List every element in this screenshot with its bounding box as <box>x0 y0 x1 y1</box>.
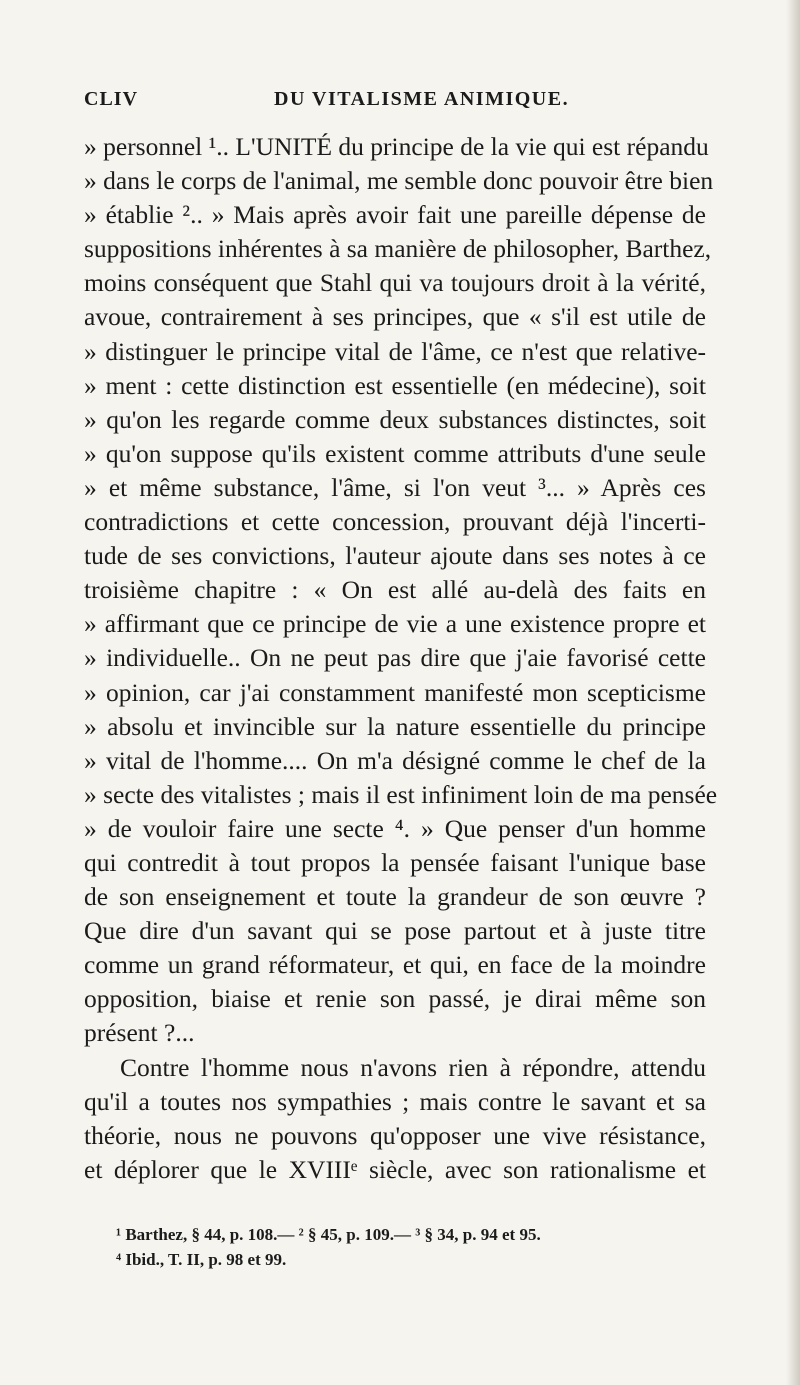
text-line: » opinion, car j'ai constamment manifesté mon scepticisme <box>84 677 706 707</box>
text-line: tude de ses convictions, l'auteur ajoute dans ses notes à ce <box>84 541 706 571</box>
text-line: qu'il a toutes nos sympathies ; mais contre le savant et sa <box>84 1086 706 1116</box>
text-line: théorie, nous ne pouvons qu'opposer une vive résistance, <box>84 1120 706 1150</box>
text-line: troisième chapitre : « On est allé au-delà des faits en <box>84 575 706 605</box>
text-line: » individuelle.. On ne peut pas dire que j'aie favorisé cette <box>84 643 706 673</box>
text-line: » de vouloir faire une secte ⁴. » Que penser d'un homme <box>84 813 706 843</box>
page-edge-shadow <box>786 0 800 1385</box>
footnotes <box>116 1222 696 1272</box>
footnote-line: ¹ Barthez, § 44, p. 108.— ² § 45, p. 109.— ³ § 34, p. 94 et 95. <box>116 1225 541 1244</box>
body-text <box>84 130 718 1187</box>
text-line: présent ?... <box>84 1018 195 1048</box>
page-number: CLIV <box>84 88 139 110</box>
running-head: DU VITALISME ANIMIQUE. <box>274 88 570 110</box>
text-line: et déplorer que le XVIIIᵉ siècle, avec son rationalisme et <box>84 1154 706 1184</box>
text-line: comme un grand réformateur, et qui, en face de la moindre <box>84 950 706 980</box>
text-line: » qu'on les regarde comme deux substances distinctes, soit <box>84 404 706 434</box>
text-line: » affirmant que ce principe de vie a une existence propre et <box>84 609 706 639</box>
text-line: Contre l'homme nous n'avons rien à répondre, attendu <box>120 1052 706 1082</box>
text-line: avoue, contrairement à ses principes, que « s'il est utile de <box>84 302 706 332</box>
text-line: » vital de l'homme.... On m'a désigné comme le chef de la <box>84 745 706 775</box>
text-line: de son enseignement et toute la grandeur de son œuvre ? <box>84 882 706 912</box>
text-line: » établie ².. » Mais après avoir fait une pareille dépense de <box>84 200 706 230</box>
text-line: » personnel ¹.. L'UNITÉ du principe de la vie qui est répandu <box>84 132 709 161</box>
text-line: » ment : cette distinction est essentielle (en médecine), soit <box>84 370 706 400</box>
footnote-line: ⁴ Ibid., T. II, p. 98 et 99. <box>116 1250 287 1269</box>
page-header <box>84 88 714 118</box>
text-line: » et même substance, l'âme, si l'on veut ³... » Après ces <box>84 472 706 502</box>
text-line: opposition, biaise et renie son passé, je dirai même son <box>84 984 706 1014</box>
text-line: Que dire d'un savant qui se pose partout et à juste titre <box>84 916 706 946</box>
text-line: suppositions inhérentes à sa manière de philosopher, Barthez, <box>84 234 712 264</box>
text-line: qui contredit à tout propos la pensée faisant l'unique base <box>84 847 706 877</box>
text-line: » distinguer le principe vital de l'âme, ce n'est que relative- <box>84 336 706 366</box>
text-line: moins conséquent que Stahl qui va toujours droit à la vérité, <box>84 268 706 298</box>
text-line: » secte des vitalistes ; mais il est infiniment loin de ma pensée <box>84 779 718 809</box>
text-line: contradictions et cette concession, prouvant déjà l'incerti- <box>84 507 706 537</box>
text-line: » dans le corps de l'animal, me semble donc pouvoir être bien <box>84 166 714 196</box>
text-line: » absolu et invincible sur la nature essentielle du principe <box>84 711 706 741</box>
text-line: » qu'on suppose qu'ils existent comme attributs d'une seule <box>84 438 706 468</box>
